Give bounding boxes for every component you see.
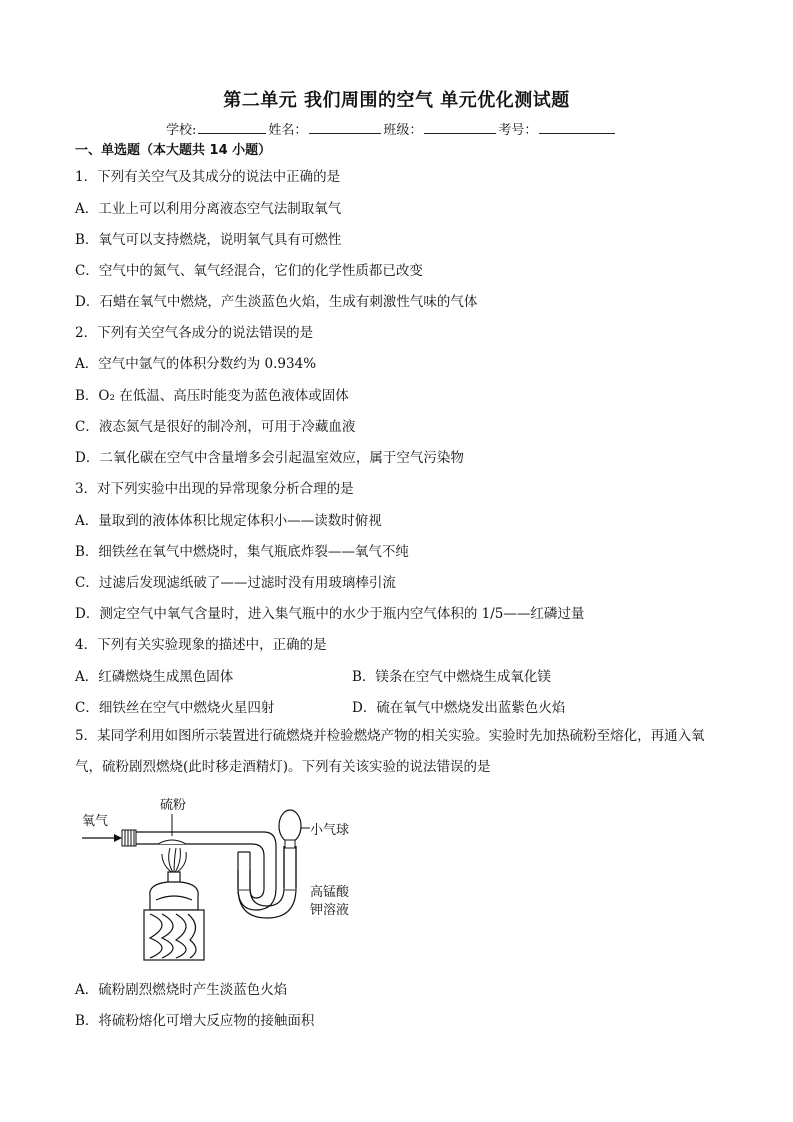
balloon-icon bbox=[279, 810, 310, 848]
question-stem: 2．下列有关空气各成分的说法错误的是 bbox=[75, 325, 314, 341]
option-b: B．细铁丝在氧气中燃烧时，集气瓶底炸裂——氧气不纯 bbox=[75, 544, 409, 560]
exam-no-blank bbox=[539, 120, 615, 134]
option-a: A．硫粉剧烈燃烧时产生淡蓝色火焰 bbox=[75, 982, 288, 998]
alcohol-lamp-icon bbox=[150, 872, 198, 910]
option-c: C．液态氮气是很好的制冷剂，可用于冷藏血液 bbox=[75, 419, 356, 435]
name-label: 姓名： bbox=[268, 123, 308, 138]
solution-label-line2: 钾溶液 bbox=[310, 903, 350, 918]
wood-block-icon bbox=[144, 910, 204, 960]
option-b: B．将硫粉熔化可增大反应物的接触面积 bbox=[75, 1013, 315, 1029]
sulfur-label: 硫粉 bbox=[160, 798, 187, 813]
class-blank bbox=[424, 120, 496, 134]
option-a: A．空气中氩气的体积分数约为 0.934% bbox=[75, 356, 317, 372]
option-a: A．红磷燃烧生成黑色固体 bbox=[75, 669, 234, 685]
experiment-apparatus-figure bbox=[78, 792, 378, 962]
section-heading: 一、单选题（本大题共 14 小题） bbox=[75, 143, 272, 158]
oxygen-label: 氧气 bbox=[82, 814, 109, 829]
option-c: C．过滤后发现滤纸破了——过滤时没有用玻璃棒引流 bbox=[75, 575, 396, 591]
school-blank bbox=[198, 120, 266, 134]
option-a: A．量取到的液体体积比规定体积小——读数时俯视 bbox=[75, 513, 382, 529]
flame-icon bbox=[162, 848, 186, 874]
sulfur-powder-icon bbox=[158, 814, 186, 844]
stopper-icon bbox=[122, 830, 136, 846]
school-label: 学校: bbox=[166, 123, 197, 138]
option-c: C．空气中的氮气、氧气经混合，它们的化学性质都已改变 bbox=[75, 263, 423, 279]
class-label: 班级： bbox=[383, 123, 423, 138]
option-b: B．镁条在空气中燃烧生成氧化镁 bbox=[352, 669, 551, 685]
student-info-line bbox=[166, 119, 617, 138]
oxygen-arrow-icon bbox=[82, 834, 122, 842]
balloon-label: 小气球 bbox=[310, 823, 350, 838]
option-d: D．石蜡在氧气中燃烧，产生淡蓝色火焰，生成有刺激性气味的气体 bbox=[75, 294, 478, 310]
question-stem: 3．对下列实验中出现的异常现象分析合理的是 bbox=[75, 481, 354, 497]
name-blank bbox=[309, 120, 381, 134]
option-b: B．氧气可以支持燃烧，说明氧气具有可燃性 bbox=[75, 232, 342, 248]
option-d: D．测定空气中氧气含量时，进入集气瓶中的水少于瓶内空气体积的 1/5——红磷过量 bbox=[75, 606, 585, 622]
option-a: A．工业上可以利用分离液态空气法制取氧气 bbox=[75, 201, 342, 217]
option-c: C．细铁丝在空气中燃烧火星四射 bbox=[75, 700, 275, 716]
page-title: 第二单元 我们周围的空气 单元优化测试题 bbox=[223, 90, 570, 111]
option-d: D．二氧化碳在空气中含量增多会引起温室效应，属于空气污染物 bbox=[75, 450, 464, 466]
question-stem: 5．某同学利用如图所示装置进行硫燃烧并检验燃烧产物的相关实验。实验时先加热硫粉至熔化，再通入氧气，硫粉剧烈燃烧(此时移走酒精灯)。下列有关该实验的说法错误的是 bbox=[75, 728, 705, 775]
option-d: D．硫在氧气中燃烧发出蓝紫色火焰 bbox=[352, 700, 566, 716]
exam-no-label: 考号： bbox=[498, 123, 538, 138]
question-stem: 4．下列有关实验现象的描述中，正确的是 bbox=[75, 637, 327, 653]
option-b: B．O₂ 在低温、高压时能变为蓝色液体或固体 bbox=[75, 388, 349, 404]
question-stem: 1．下列有关空气及其成分的说法中正确的是 bbox=[75, 169, 341, 185]
solution-label-line1: 高锰酸 bbox=[310, 885, 350, 900]
